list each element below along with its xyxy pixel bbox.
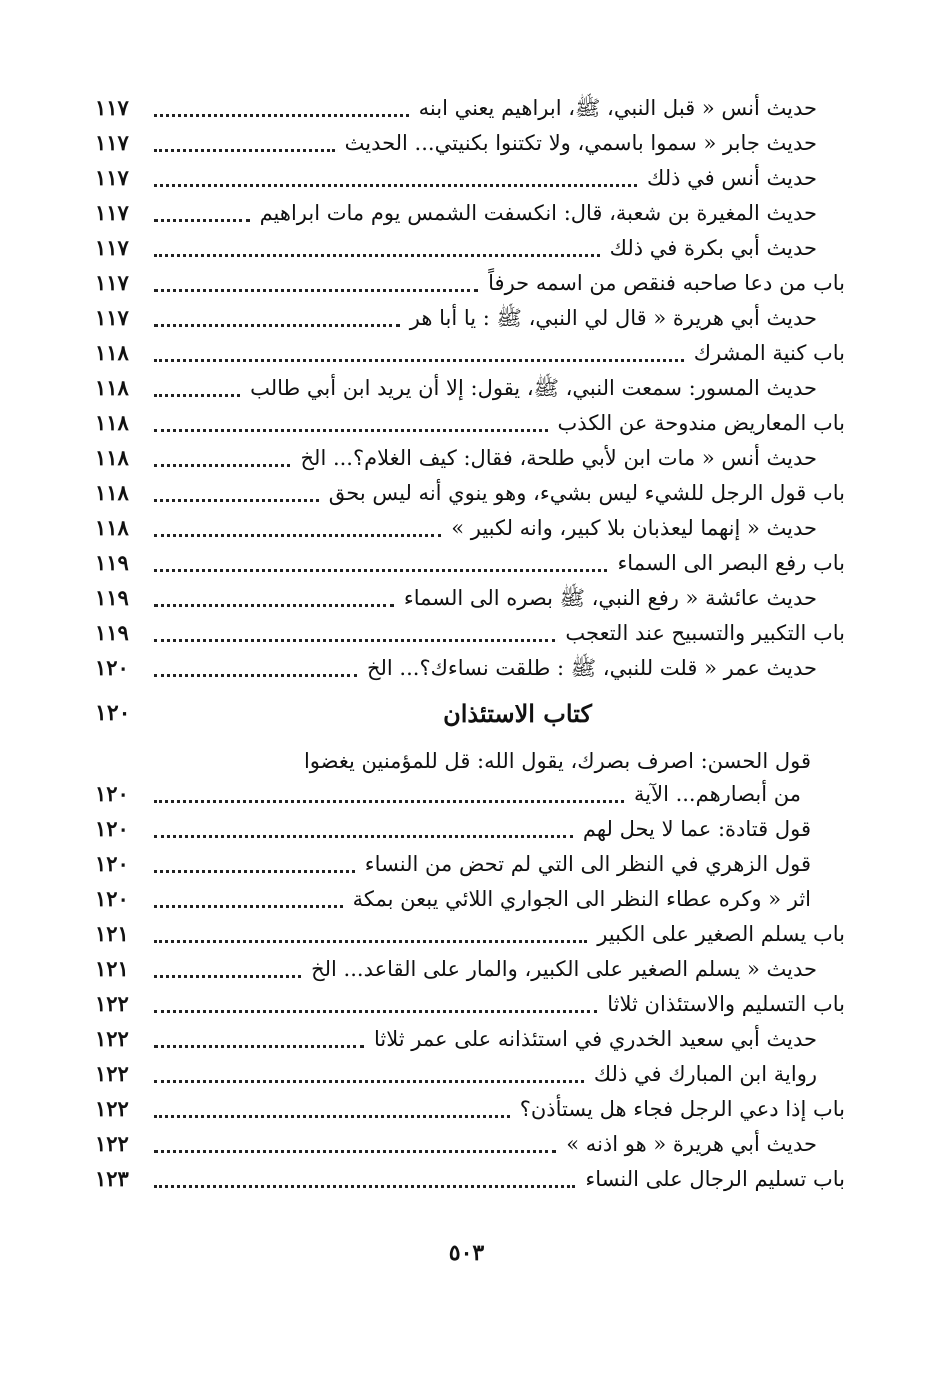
entry-title: حديث أنس « مات ابن لأبي طلحة، فقال: كيف الغلام؟... الخ (300, 446, 817, 470)
toc-entry (95, 1054, 845, 1089)
toc-entry (95, 368, 845, 403)
toc-entry (95, 809, 845, 844)
entry-title: حديث المسور: سمعت النبي، ﷺ، يقول: إلا أن يريد ابن أبي طالب (250, 376, 817, 400)
section-page-number: ١٢٠ (95, 700, 131, 726)
section-heading (95, 683, 845, 743)
leader-dots (154, 520, 441, 537)
toc-entry (95, 88, 845, 123)
entry-title: قول الحسن: اصرف بصرك، يقول الله: قل للمؤمنين يغضوا (303, 749, 811, 773)
entry-title: حديث أبي هريرة « قال لي النبي، ﷺ : يا أبا هر (409, 306, 817, 330)
entry-page-number: ١٢٠ (95, 781, 129, 806)
leader-dots (154, 170, 637, 187)
entry-title: حديث « يسلم الصغير على الكبير، والمار على القاعد... الخ (311, 957, 817, 981)
toc-entry (95, 123, 845, 158)
leader-dots (154, 856, 355, 873)
leader-dots (154, 240, 600, 257)
entry-title: حديث أنس في ذلك (647, 166, 817, 190)
leader-dots (154, 996, 597, 1013)
entry-title: باب قول الرجل للشيء ليس بشيء، وهو ينوي أنه ليس بحق (328, 481, 845, 505)
leader-dots (154, 310, 400, 327)
leader-dots (154, 380, 240, 397)
toc-entry (95, 298, 845, 333)
entry-title: حديث عائشة « رفع النبي، ﷺ بصره الى السماء (403, 586, 817, 610)
entry-page-number: ١٢٢ (95, 1061, 129, 1086)
entry-title: قول قتادة: عما لا يحل لهم (582, 817, 811, 841)
entry-page-number: ١١٧ (95, 95, 129, 120)
toc-entry (95, 844, 845, 879)
toc-entry (95, 508, 845, 543)
toc-entry (95, 879, 845, 914)
entry-page-number: ١٢١ (95, 956, 129, 981)
entry-page-number: ١١٧ (95, 130, 129, 155)
toc-entry (95, 473, 845, 508)
entry-page-number: ١١٨ (95, 340, 129, 365)
toc-entry (95, 193, 845, 228)
entry-title: من أبصارهم... الآية (633, 782, 801, 806)
toc-entry (95, 578, 845, 613)
entry-page-number: ١٢٢ (95, 991, 129, 1016)
toc-list-top (95, 88, 845, 683)
leader-dots (154, 625, 555, 642)
page-folio-number: ٥٠٣ (448, 1240, 485, 1266)
leader-dots (154, 1136, 556, 1153)
entry-page-number: ١٢٢ (95, 1131, 129, 1156)
toc-entry (95, 648, 845, 683)
entry-page-number: ١٢٠ (95, 655, 129, 680)
toc-entry (95, 403, 845, 438)
entry-page-number: ١٢٠ (95, 816, 129, 841)
leader-dots (154, 961, 301, 978)
entry-page-number: ١١٨ (95, 410, 129, 435)
entry-page-number: ١١٨ (95, 375, 129, 400)
entry-page-number: ١١٩ (95, 620, 129, 645)
entry-title: باب التكبير والتسبيح عند التعجب (565, 621, 845, 645)
toc-entry (95, 1019, 845, 1054)
entry-page-number: ١١٩ (95, 585, 129, 610)
entry-page-number: ١١٧ (95, 235, 129, 260)
leader-dots (154, 786, 624, 803)
table-of-contents (95, 88, 845, 1194)
entry-title: حديث أبي سعيد الخدري في استئذانه على عمر ثلاثا (374, 1027, 817, 1051)
entry-title: حديث أبي هريرة « هو اذنه » (566, 1132, 817, 1156)
entry-page-number: ١١٨ (95, 515, 129, 540)
entry-page-number: ١٢١ (95, 921, 129, 946)
toc-entry (95, 776, 845, 809)
entry-page-number: ١١٧ (95, 305, 129, 330)
leader-dots (154, 415, 548, 432)
entry-page-number: ١٢٢ (95, 1096, 129, 1121)
toc-entry (95, 1159, 845, 1194)
toc-entry (95, 543, 845, 578)
entry-title: باب تسليم الرجال على النساء (585, 1167, 845, 1191)
entry-title: قول الزهري في النظر الى التي لم تحض من النساء (364, 852, 811, 876)
leader-dots (154, 1031, 364, 1048)
entry-page-number: ١١٨ (95, 480, 129, 505)
leader-dots (154, 345, 684, 362)
entry-title: حديث جابر « سموا باسمي، ولا تكتنوا بكنيتي... الحديث (344, 131, 817, 155)
entry-title: حديث أنس « قبل النبي، ﷺ، ابراهيم يعني ابنه (418, 96, 817, 120)
toc-entry (95, 1089, 845, 1124)
toc-entry (95, 228, 845, 263)
toc-entry (95, 949, 845, 984)
section-title: كتاب الاستئذان (443, 698, 592, 728)
leader-dots (154, 485, 319, 502)
leader-dots (154, 891, 343, 908)
entry-title: رواية ابن المبارك في ذلك (593, 1062, 817, 1086)
entry-page-number: ١١٧ (95, 270, 129, 295)
entry-title: باب يسلم الصغير على الكبير (597, 922, 845, 946)
entry-page-number: ١١٧ (95, 200, 129, 225)
leader-dots (154, 135, 335, 152)
entry-title: باب إذا دعي الرجل فجاء هل يستأذن؟ (519, 1097, 845, 1121)
entry-title: اثر « وكره عطاء النظر الى الجواري اللائي يبعن بمكة (352, 887, 811, 911)
toc-entry (95, 743, 845, 776)
entry-title: حديث المغيرة بن شعبة، قال: انكسفت الشمس يوم مات ابراهيم (259, 201, 817, 225)
toc-entry (95, 438, 845, 473)
toc-entry (95, 158, 845, 193)
leader-dots (154, 1066, 584, 1083)
leader-dots (154, 660, 357, 677)
leader-dots (154, 1171, 575, 1188)
entry-page-number: ١٢٠ (95, 851, 129, 876)
toc-entry (95, 263, 845, 298)
entry-page-number: ١٢٣ (95, 1166, 129, 1191)
leader-dots (154, 555, 607, 572)
leader-dots (154, 100, 409, 117)
leader-dots (154, 275, 478, 292)
entry-title: باب المعاريض مندوحة عن الكذب (557, 411, 845, 435)
leader-dots (154, 205, 250, 222)
entry-page-number: ١١٧ (95, 165, 129, 190)
entry-title: باب كنية المشرك (693, 341, 845, 365)
leader-dots (154, 926, 587, 943)
entry-title: حديث أبي بكرة في ذلك (609, 236, 817, 260)
leader-dots (154, 1101, 510, 1118)
leader-dots (154, 590, 394, 607)
toc-list-bottom (95, 809, 845, 1194)
toc-entry (95, 984, 845, 1019)
entry-title: باب رفع البصر الى السماء (617, 551, 845, 575)
entry-page-number: ١٢٠ (95, 886, 129, 911)
entry-title: باب التسليم والاستئذان ثلاثا (607, 992, 845, 1016)
leader-dots (154, 821, 573, 838)
entry-title: حديث عمر « قلت للنبي، ﷺ : طلقت نساءك؟... الخ (366, 656, 817, 680)
toc-entry (95, 1124, 845, 1159)
toc-entry (95, 914, 845, 949)
toc-entry (95, 333, 845, 368)
entry-title: باب من دعا صاحبه فنقص من اسمه حرفاً (488, 271, 845, 295)
entry-title: حديث « إنهما ليعذبان بلا كبير، وانه لكبير » (451, 516, 817, 540)
toc-entry (95, 613, 845, 648)
leader-dots (154, 450, 290, 467)
entry-page-number: ١١٩ (95, 550, 129, 575)
entry-page-number: ١١٨ (95, 445, 129, 470)
entry-page-number: ١٢٢ (95, 1026, 129, 1051)
